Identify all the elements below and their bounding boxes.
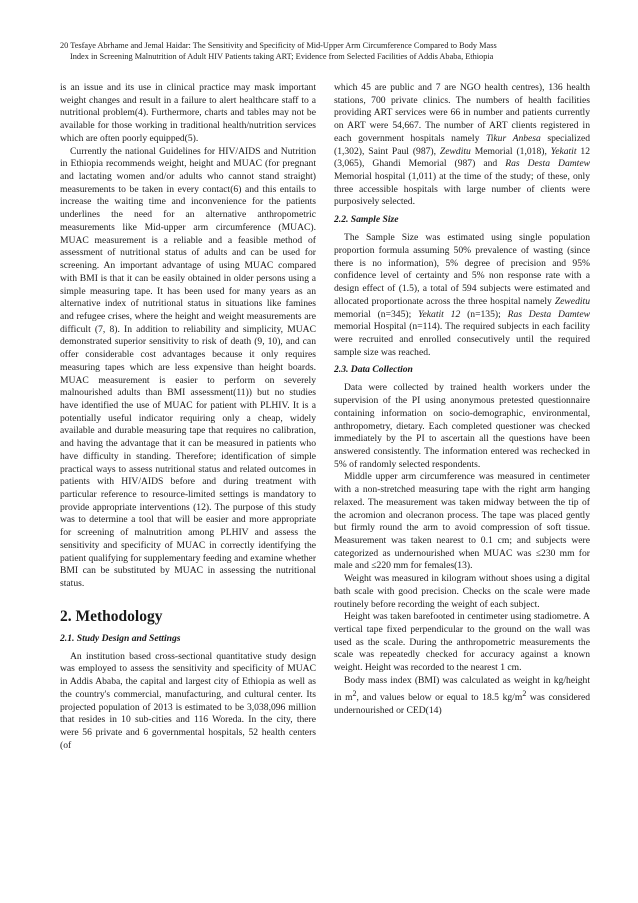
text-run: was considered undernourished or CED(14) <box>334 691 590 716</box>
running-header-line-1: 20 Tesfaye Abrhame and Jemal Haidar: The Sensitivity and Specificity of Mid-Upper Arm Circumference Compared to Body Mass <box>60 41 497 50</box>
text-run: 12 (3,065), Ghandi Memorial (987) and <box>334 145 590 170</box>
text-run: Memorial hospital (1,011) at the time of the study; of these, only three accessible hospitals with large number of clients were purposively selected. <box>334 171 590 208</box>
paragraph-bmi-calculation <box>334 675 590 717</box>
hospital-name-zewditu: Zewditu <box>439 145 471 157</box>
hospital-name-yekatit: Yekatit <box>550 145 577 157</box>
paragraph-data-collection: Data were collected by trained health workers under the supervision of the PI using anonymous pretested questionnaire containing information on socio-demographic, environmental, anthropometry, dietary. Each completed questioner was checked immediately by the PI to ascertain all the questions have been answered consistently. The information entered was rechecked in 5% of randomly selected respondents. <box>334 382 590 470</box>
text-run: Body mass index (BMI) was calculated as weight in kg/height in m <box>334 674 590 703</box>
text-run: memorial Hospital (n=114). The required subjects in each facility were recruited and enrolled consecutively until the required sample size was reached. <box>334 321 590 358</box>
text-run: specialized (1,302), Saint Paul (987), <box>334 132 591 157</box>
paragraph-health-facilities <box>334 82 590 209</box>
subsection-heading-sample-size: 2.2. Sample Size <box>334 214 399 226</box>
running-header-line-2: Index in Screening Malnutrition of Adult HIV Patients taking ART; Evidence from Selected Facilities of Addis Ababa, Ethiopia <box>70 51 494 61</box>
paragraph-muac-measurement: Middle upper arm circumference was measured in centimeter with a non-stretched measuring tape with the right arm hanging relaxed. The measurement was taken midway between the tip of the acromion and olecranon process. The tape was placed gently but firmly round the arm to avoid compression of soft tissue. Measurement was taken nearest to 0.1 cm; and subjects were categorized as undernourished when MUAC was ≤230 mm for male and ≤220 mm for females(13). <box>334 471 590 572</box>
paragraph-intro-continued: is an issue and its use in clinical practice may mask important weight changes and result in a failure to alert healthcare staff to a nutritional problem(4). Furthermore, charts and tables may not be available for those working in traditional health/nutrition services which are often poorly equipped(5). <box>60 82 316 144</box>
section-heading-methodology: 2. Methodology <box>60 607 163 625</box>
right-column <box>334 82 590 717</box>
superscript-squared: 2 <box>352 688 357 698</box>
text-run: (n=135); <box>460 308 508 320</box>
paragraph-muac-rationale: Currently the national Guidelines for HIV/AIDS and Nutrition in Ethiopia recommends weight, height and MUAC (for pregnant and lactating women and/or adults who cannot stand straight) measurements to be taken in every contact(6) and this entails to increase the waiting time and inconvenience for the patients underlines the need for an alternative anthropometric measurements like Mid-upper arm circumference (MUAC). MUAC measurement is a reliable and a feasible method of assessment of nutritional status of adults and can be used for screening. An important advantage of using MUAC compared with BMI is that it can be easily obtained in older persons using a simple measuring tape. It has been used for many years as an alternative index of nutritional status in situations like famines and refugee crises, where the height and weight measurements are difficult (7, 8). In addition to reliability and simplicity, MUAC demonstrated superior sensitivity to risk of death (9, 10), and can offer considerable cost advantages because it only requires measuring tapes which are less expensive than height boards. MUAC measurement is easier to perform on severely malnourished adults than BMI assessment(11)) but no studies have identified the use of MUAC for patient with PLHIV. It is a potentially useful indicator requiring only a cheap, widely available and durable measuring tape that requires no calibration, and having the advantage that it can be measured in patients who have difficulty in standing. Therefore; identification of simple practical ways to assess nutritional status and related outcomes in patients with HIV/AIDS before and during treatment with particular reference to resource-limited settings is mandatory to provide appropriate interventions (12). The purpose of this study was to determine a tool that will be easier and more appropriate for screening of malnutrition among PLHIV and assess the sensitivity and specificity of MUAC in correctly identifying the patient qualifying for supplementary feeding and examine whether BMI can be substituted by MUAC in assessing the nutritional status. <box>60 145 317 590</box>
text-run: , and values below or equal to 18.5 kg/m <box>356 691 523 703</box>
superscript-squared: 2 <box>522 688 527 698</box>
subsection-heading-data-collection: 2.3. Data Collection <box>334 364 413 376</box>
running-header <box>60 41 595 62</box>
paragraph-sample-size <box>334 232 590 359</box>
left-column <box>60 82 316 753</box>
hospital-name-zeweditu: Zeweditu <box>554 295 590 307</box>
hospital-name-ras-desta-damtew: Ras Desta Damtew <box>507 308 590 320</box>
paragraph-weight-measurement: Weight was measured in kilogram without shoes using a digital bath scale with good precision. Checks on the scale were made routinely before recording the weight of each subject. <box>334 573 590 610</box>
hospital-name-yekatit-12: Yekatit 12 <box>418 308 461 320</box>
hospital-name-tikur-anbesa: Tikur Anbesa <box>485 132 541 144</box>
paragraph-height-measurement: Height was taken barefooted in centimeter using stadiometre. A vertical tape fixed perpendicular to the ground on the wall was used as the scale. During the anthropometric measurements the scale was repeatedly checked for accuracy against a known weight. Height was recorded to the nearest 1 cm. <box>334 611 590 674</box>
hospital-name-ras-desta: Ras Desta Damtew <box>505 158 590 170</box>
text-run: which 45 are public and 7 are NGO health centres), 136 health stations, 700 private clinics. The numbers of health facilities providing ART services were 66 in number and patients currently on ART were 54,667. The number of ART clients registered in each government hospitals namely <box>334 82 590 144</box>
text-run: Memorial (1,018), <box>470 145 551 157</box>
text-run: The Sample Size was estimated using single population proportion formula assuming 50% prevalence of wasting (since there is no information), 5% degree of precision and 95% confidence level of certainty and 5% non response rate with a design effect of (1.5), a total of 594 subjects were estimated and allocated proportionate across the three hospital namely <box>334 232 590 307</box>
text-run: memorial (n=345); <box>334 308 419 320</box>
subsection-heading-study-design: 2.1. Study Design and Settings <box>60 632 181 644</box>
paragraph-study-design: An institution based cross-sectional quantitative study design was employed to assess the sensitivity and specificity of MUAC in Addis Ababa, the capital and largest city of Ethiopia as well as the country's commercial, manufacturing, and cultural center. Its projected population of 2013 is estimated to be 3,038,096 million that resides in 10 sub-cities and 116 Woreda. In the city, there were 56 private and 6 governmental hospitals, 52 health centers (of <box>60 650 316 751</box>
